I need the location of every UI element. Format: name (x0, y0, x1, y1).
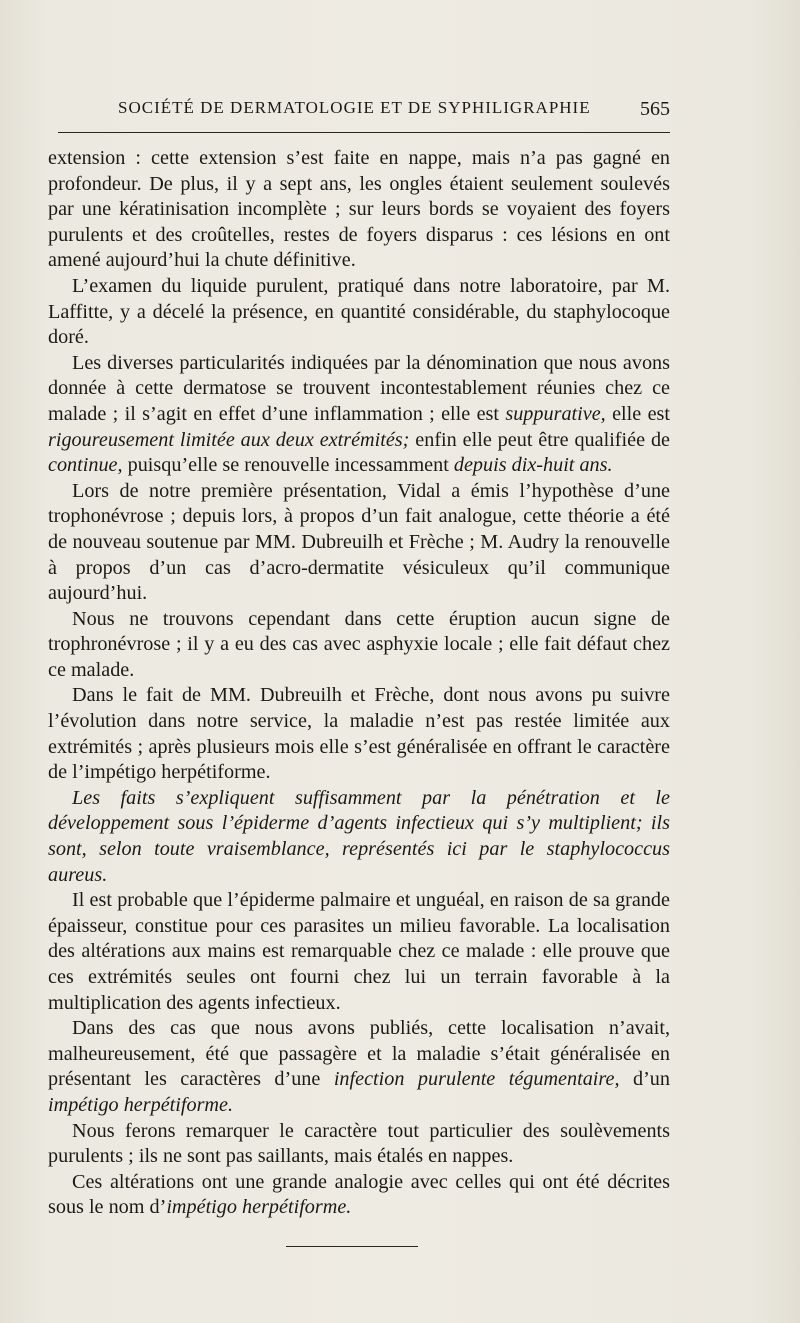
text-run: L’examen du liquide purulent, pratiqué dans notre laboratoire, par M. Laffitte, y a décelé la présence, en quantité considérable, du staphylocoque doré. (48, 274, 670, 349)
italic-text: impétigo herpétiforme. (166, 1196, 352, 1219)
paragraph (48, 146, 670, 274)
header-rule (58, 132, 670, 133)
paragraph (48, 786, 670, 888)
paragraph (48, 683, 670, 785)
text-run: d’un (619, 1068, 670, 1091)
italic-text: suppurative, (505, 402, 606, 425)
italic-text: depuis dix-huit ans. (453, 454, 613, 477)
text-run: enfin elle peut être qualifiée de (409, 428, 671, 451)
italic-text: impétigo herpétiforme. (48, 1093, 234, 1116)
text-run: puisqu’elle se renouvelle incessamment (122, 454, 454, 477)
paragraph (48, 351, 670, 479)
text-run: Nous ferons remarquer le caractère tout particulier des soulèvements purulents ; ils ne sont pas saillants, mais étalés en nappes. (48, 1119, 670, 1168)
text-run: Nous ne trouvons cependant dans cette éruption aucun signe de trophronévrose ; il y a eu des cas avec asphyxie locale ; elle fait défaut chez ce malade. (48, 607, 670, 681)
paragraph (48, 1016, 670, 1118)
text-run: Dans le fait de MM. Dubreuilh et Frèche, dont nous avons pu suivre l’évolution dans notre service, la maladie n’est pas restée limitée aux extrémités ; après plusieurs mois elle s’est généralisée en offrant le caractère de l’impétigo herpétiforme. (48, 684, 670, 784)
paragraph (48, 1170, 670, 1221)
italic-text: continue, (48, 454, 123, 477)
paragraph (48, 607, 670, 684)
paragraph (48, 479, 670, 607)
paragraph (48, 274, 670, 351)
page-number: 565 (640, 98, 670, 120)
text-run: Les diverses particularités indiquées par la dénomination que nous avons donnée à cette dermatose se trouvent incontestablement réunies chez ce malade ; il s’agit en effet d’une inflammation ; elle est (48, 351, 670, 425)
running-header (118, 98, 670, 128)
text-run: extension : cette extension s’est faite en nappe, mais n’a pas gagné en profondeur. De plus, il y a sept ans, les ongles étaient seulement soulevés par une kératinisation incomplète ; sur leurs bords se voyaient des foyers purulents et des croûtelles, restes de foyers disparus : ces lésions en ont amené aujourd’hui la chute définitive. (48, 147, 670, 272)
text-run: Il est probable que l’épiderme palmaire et unguéal, en raison de sa grande épaisseur, constitue pour ces parasites un milieu favorable. La localisation des altérations aux mains est remarquable chez ce malade : elle prouve que ces extrémités seules ont fourni chez lui un terrain favorable à la multiplication des agents infectieux. (48, 889, 670, 1014)
text-run: Ces altérations ont une grande analogie avec celles qui ont été décrites sous le nom d’ (48, 1170, 670, 1219)
running-title: SOCIÉTÉ DE DERMATOLOGIE ET DE SYPHILIGRAPHIE (118, 98, 591, 117)
text-run: elle est (605, 402, 670, 425)
italic-text: infection purulente tégumentaire, (333, 1068, 620, 1091)
paragraph (48, 888, 670, 1016)
paragraph (48, 1119, 670, 1170)
italic-text: Les faits s’expliquent suffisamment par la pénétration et le développement sous l’épiderme d’agents infectieux qui s’y multiplient; ils sont, selon toute vraisemblance, représentés ici par le staphylococcus aureus. (48, 786, 670, 886)
body-text (48, 146, 670, 1221)
text-run: Dans des cas que nous avons publiés, cette localisation n’avait, malheureusement, été que passagère et la maladie s’était généralisée en présentant les caractères d’une (48, 1017, 670, 1091)
text-run: Lors de notre première présentation, Vidal a émis l’hypothèse d’une trophonévrose ; depuis lors, à propos d’un fait analogue, cette théorie a été de nouveau soutenue par MM. Dubreuilh et Frèche ; M. Audry la renouvelle à propos d’un cas d’acro-dermatite vésiculeux qu’il communique aujourd’hui. (48, 479, 670, 605)
italic-text: rigoureusement limitée aux deux extrémités; (48, 428, 410, 451)
section-end-rule (286, 1246, 418, 1247)
